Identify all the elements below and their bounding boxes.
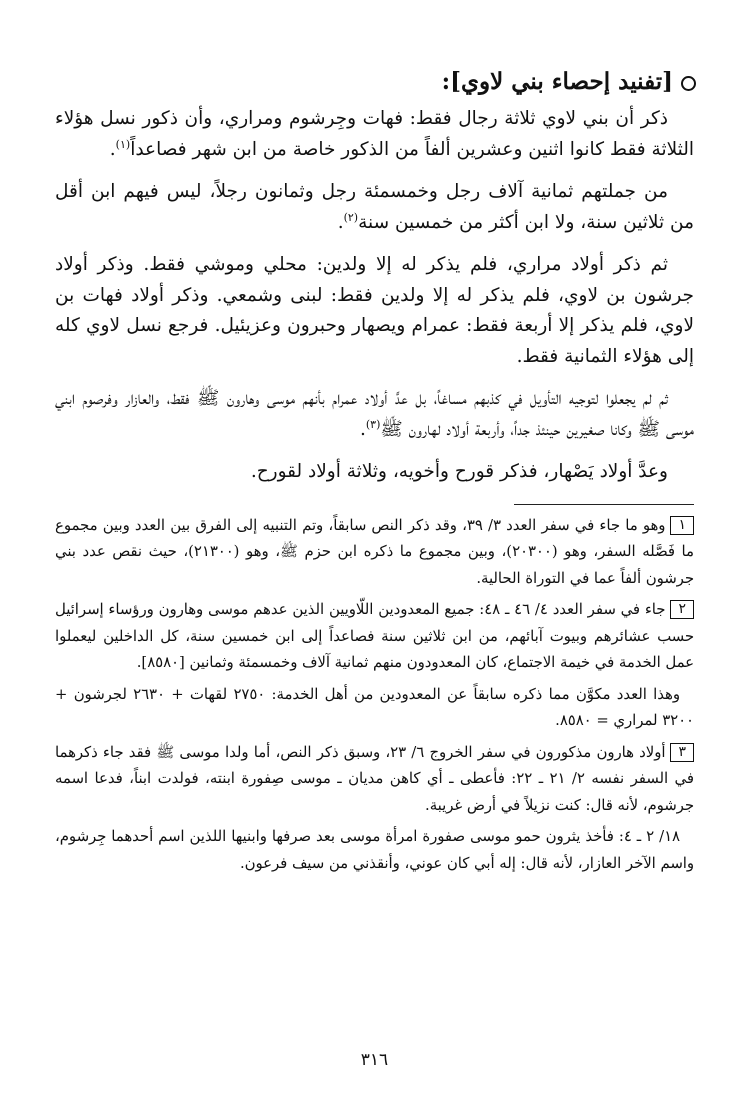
footnote-continuation: ١٨/ ٢ ـ ٤: فأخذ يثرون حمو موسى صفورة امرأة موسى بعد صرفها وابنيها اللذين اسم أحدهما جِرشوم، واسم الآخر العازار، لأنه قال: إله أبي كان عوني، وأنقذني من سيف فرعون. xyxy=(55,828,694,872)
footnote-divider xyxy=(514,504,694,505)
footnote: ١وهو ما جاء في سفر العدد ٣/ ٣٩، وقد ذكر النص سابقاً، وتم التنبيه إلى الفرق بين العدد وبين مجموع ما فَصَّله السفر، وهو (٢٠٣٠٠)، وبين مجموع ما ذكره ابن حزم ﷺ، وهو (٢١٣٠٠)، حيث نقص عدد بني جرشون ألفاً عما في التوراة الحالية. xyxy=(55,516,694,587)
footnote-number-box: ٢ xyxy=(670,600,694,619)
footnote-continuation: وهذا العدد مكوَّن مما ذكره سابقاً عن المعدودين من أهل الخدمة: ٢٧٥٠ لقهات + ٢٦٣٠ لجرشون + ٣٢٠٠ لمراري = ٨٥٨٠. xyxy=(55,685,694,729)
book-page xyxy=(55,62,694,882)
footnote: ٣أولاد هارون مذكورون في سفر الخروج ٦/ ٢٣، وسبق ذكر النص، أما ولدا موسى ﷺ فقد جاء ذكرهما في السفر نفسه ٢/ ٢١ ـ ٢٢: فأعطى ـ أي كاهن مديان ـ موسى صِفورة ابنته، فولدت ابناً، فدعا اسمه جرشوم، لأنه قال: كنت نزيلاً في أرض غريبة. xyxy=(55,743,694,814)
page-number: ٣١٦ xyxy=(360,1050,389,1070)
footnote-reference[interactable]: (٢) xyxy=(343,210,359,224)
main-text xyxy=(55,104,694,488)
footnote-reference[interactable]: (١) xyxy=(115,137,131,151)
section-heading-text: [تفنيد إحصاء بني لاوي]: xyxy=(441,68,673,95)
footnote-number-box: ٣ xyxy=(670,743,694,762)
footnote: ٢جاء في سفر العدد ٤/ ٤٦ ـ ٤٨: جميع المعدودين اللّاويين الذين عدهم موسى وهارون ورؤساء إسرائيل حسب عشائرهم وبيوت آبائهم، من ابن ثلاثين سنة فصاعداً إلى ابن خمسين سنة، كل الداخلين ليعملوا عمل الخدمة في خيمة الاجتماع، كان المعدودون منهم ثمانية آلاف وخمسمئة وثمانين [٨٥٨٠]. xyxy=(55,601,694,671)
paragraph: ثم لم يجعلوا لتوجيه التأويل في كذبهم مساغاً، بل عدَّ أولاد عمرام بأنهم موسى وهارون ﷺ فقط، والعازار وفرصوم ابني موسى ﷺ وكانا صغيرين حينئذ جداً، وأربعة أولاد لهارون ﷺ$^{(٣)}$. xyxy=(55,388,694,440)
paragraph: ذكر أن بني لاوي ثلاثة رجال فقط: فهات وجِرشوم ومراري، وأن ذكور نسل هؤلاء الثلاثة فقط كانوا اثنين وعشرين ألفاً من الذكور خاصة من ابن شهر فصاعداً$^{(١)}$. xyxy=(55,108,694,160)
footnotes xyxy=(55,513,694,878)
section-heading xyxy=(55,62,696,102)
paragraph: من جملتهم ثمانية آلاف رجل وخمسمئة رجل وثمانون رجلاً، ليس فيهم ابن أقل من ثلاثين سنة، ولا ابن أكثر من خمسين سنة$^{(٢)}$. xyxy=(55,181,694,233)
footnote-reference[interactable]: (٣) xyxy=(365,417,381,431)
circle-bullet-icon xyxy=(681,76,696,91)
paragraph: ثم ذكر أولاد مراري، فلم يذكر له إلا ولدين: محلي وموشي فقط. وذكر أولاد جرشون بن لاوي، فلم يذكر له إلا ولدين فقط: لبنى وشمعي. وذكر أولاد فهات بن لاوي، فلم يذكر إلا أربعة فقط: عمرام ويصهار وحبرون وعزيئيل. فرجع نسل لاوي كله إلى هؤلاء الثمانية فقط. xyxy=(55,254,694,367)
paragraph: وعدَّ أولاد يَصْهار، فذكر قورح وأخويه، وثلاثة أولاد لقورح. xyxy=(250,461,668,482)
footnote-number-box: ١ xyxy=(670,516,694,535)
